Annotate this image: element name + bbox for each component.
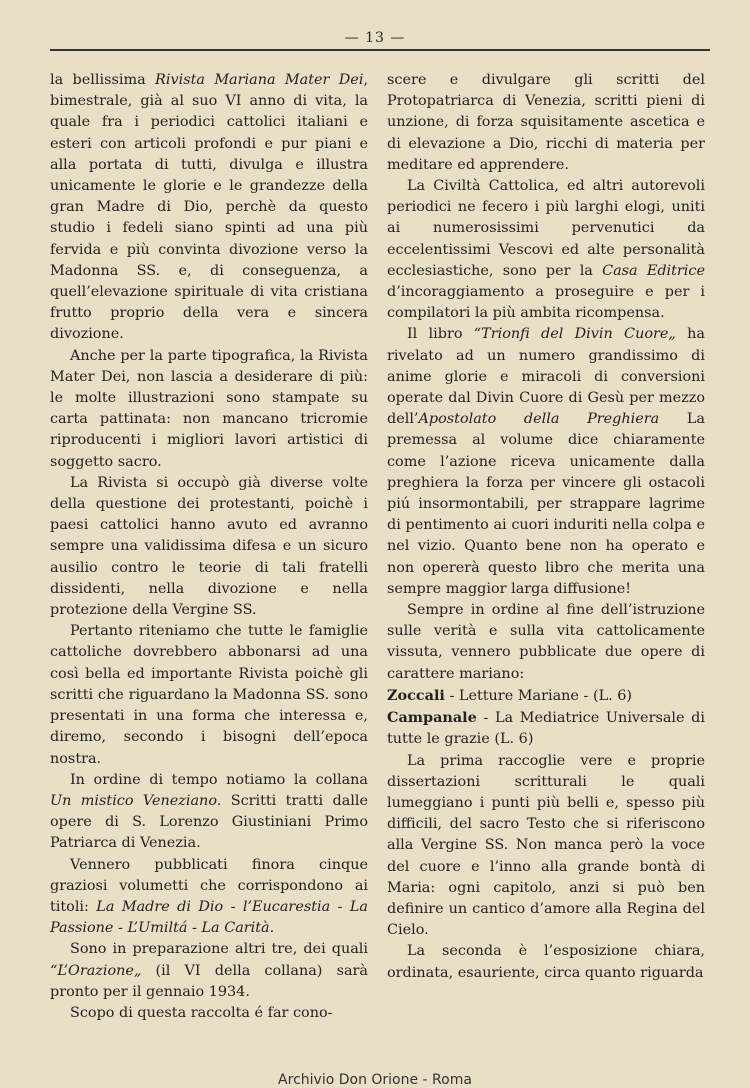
paragraph <box>50 855 368 940</box>
italic-text: Un mistico Veneziano. <box>50 792 222 809</box>
italic-text: Rivista Mariana Mater Dei <box>155 72 364 88</box>
text-run: La prima raccoglie vere e proprie dissertazioni scritturali le quali lumeggiano i punti più belli e, spesso più difficili, del sacro Testo che si riferiscono alla Vergine SS. Non manca però la voce del cuore e l’inno alla grande bontà di Maria: ogni capitolo, anzi si può ben definire un cantico d’amore alla Regina del Cielo. <box>387 752 705 939</box>
paragraph <box>50 770 368 855</box>
text-run: Vennero pubblicati finora cinque graziosi volumetti che corrispondono ai titoli: <box>50 856 368 915</box>
text-run: , bimestrale, già al suo VI anno di vita, la quale fra i periodici cattolici italiani e esteri con articoli profondi e pur piani e alla portata di tutti, divulga e illustra unicamente le glorie e le grandezze della gran Madre di Dio, perchè da questo studio i fedeli siano spinti ad una più fervida e più convinta divozione verso la Madonna SS. e, di conseguenza, a quell’elevazione spirituale di vita cristiana frutto proprio della vera e sincera divozione. <box>50 72 369 343</box>
italic-text: Apostolato della Preghiera <box>418 411 660 428</box>
text-run: Pertanto riteniamo che tutte le famiglie cattoliche dovrebbero abbonarsi ad una così bella ed importante Rivista poichè gli scritti che riguardano la Madonna SS. sono presentati in una forma che interessa e, diremo, secondo i bisogni dell’epoca nostra. <box>50 623 368 767</box>
paragraph <box>387 70 705 176</box>
paragraph <box>387 941 705 983</box>
italic-text: “Trionfi del Divin Cuore„ <box>473 326 676 343</box>
paragraph <box>50 621 368 769</box>
text-run: la bellissima <box>50 72 156 88</box>
text-run: - Letture Mariane - (L. 6) <box>444 687 633 704</box>
text-run: (il VI della collana) sarà pronto per il gennaio 1934. <box>50 962 368 1000</box>
left-column <box>50 70 368 1024</box>
text-run: In ordine di tempo notiamo la collana <box>70 771 368 788</box>
text-run: La Rivista si occupò già diverse volte della questione dei protestanti, poichè i paesi cattolici hanno avuto ed avranno sempre una validissima difesa e un sicuro ausilio contro le teorie di tali fratelli dissidenti, nella divozione e nella protezione della Vergine SS. <box>50 474 368 619</box>
text-run: d’incoraggiamento a proseguire e per i compilatori la più ambita ricompensa. <box>387 284 705 322</box>
paragraph <box>387 685 705 707</box>
text-run: ha rivelato ad un numero grandissimo di anime glorie e miracoli di conversioni operate dal Divin Cuore di Gesù per mezzo dell’ <box>387 326 705 428</box>
bold-author: Zoccali <box>387 686 445 704</box>
paragraph <box>50 70 368 346</box>
bold-author: Campanale <box>387 709 477 727</box>
paragraph <box>387 324 705 600</box>
italic-text: Casa Editrice <box>602 262 705 279</box>
text-run: La seconda è l’esposizione chiara, ordinata, esauriente, circa quanto riguarda <box>387 943 705 981</box>
archive-footer: Archivio Don Orione - Roma <box>278 1072 472 1088</box>
page-number: — 13 — <box>344 30 406 46</box>
text-run: scere e divulgare gli scritti del Protopatriarca di Venezia, scritti pieni di unzione, di forza squisitamente ascetica e di elevazione a Dio, ricchi di materia per meditare ed apprendere. <box>387 72 705 173</box>
paragraph <box>387 600 705 685</box>
text-run: Scritti tratti dalle opere di S. Lorenzo Giustiniani Primo Patriarca di Venezia. <box>50 792 368 852</box>
right-column <box>387 70 705 984</box>
text-run: La Civiltà Cattolica, ed altri autorevoli periodici ne fecero i più larghi elogi, uniti ai numerosissimi pervenutici da eccelentissimi Vescovi ed alte personalità ecclesiastiche, sono per la <box>387 178 705 279</box>
paragraph <box>50 1003 368 1024</box>
paragraph <box>50 346 368 473</box>
text-run: Sempre in ordine al fine dell’istruzione sulle verità e sulla vita cattolicamente vissuta, vennero pubblicate due opere di carattere mariano: <box>387 602 705 682</box>
paragraph <box>387 751 705 942</box>
paragraph <box>50 939 368 1003</box>
italic-text: “L’Orazione„ <box>50 962 142 979</box>
text-run: - La Mediatrice Universale di tutte le grazie (L. 6) <box>387 710 705 748</box>
paragraph <box>387 707 705 750</box>
italic-text: La Madre di Dio - l’Eucarestia - La Passione - L’Umiltá - La Carità. <box>50 898 368 937</box>
text-run: La premessa al volume dice chiaramente come l’azione riceva unicamente dalla preghiera la forza per vincere gli ostacoli piú insormontabili, per strappare lagrime di pentimento ai cuori induriti nella colpa e nel vizio. Quanto bene non ha operato e non opererà questo libro che merita una sempre maggior larga diffusione! <box>387 411 705 597</box>
text-run: Scopo di questa raccolta é far cono- <box>70 1004 333 1021</box>
paragraph <box>387 176 705 324</box>
text-run: Anche per la parte tipografica, la Rivista Mater Dei, non lascia a desiderare di più: le molte illustrazioni sono stampate su carta pattinata: non mancano tricromie riproducenti i migliori lavori artistici di soggetto sacro. <box>50 347 368 470</box>
header-rule <box>50 49 710 51</box>
paragraph <box>50 473 368 621</box>
text-run: Il libro <box>407 326 474 343</box>
text-run: Sono in preparazione altri tre, dei quali <box>70 941 368 958</box>
